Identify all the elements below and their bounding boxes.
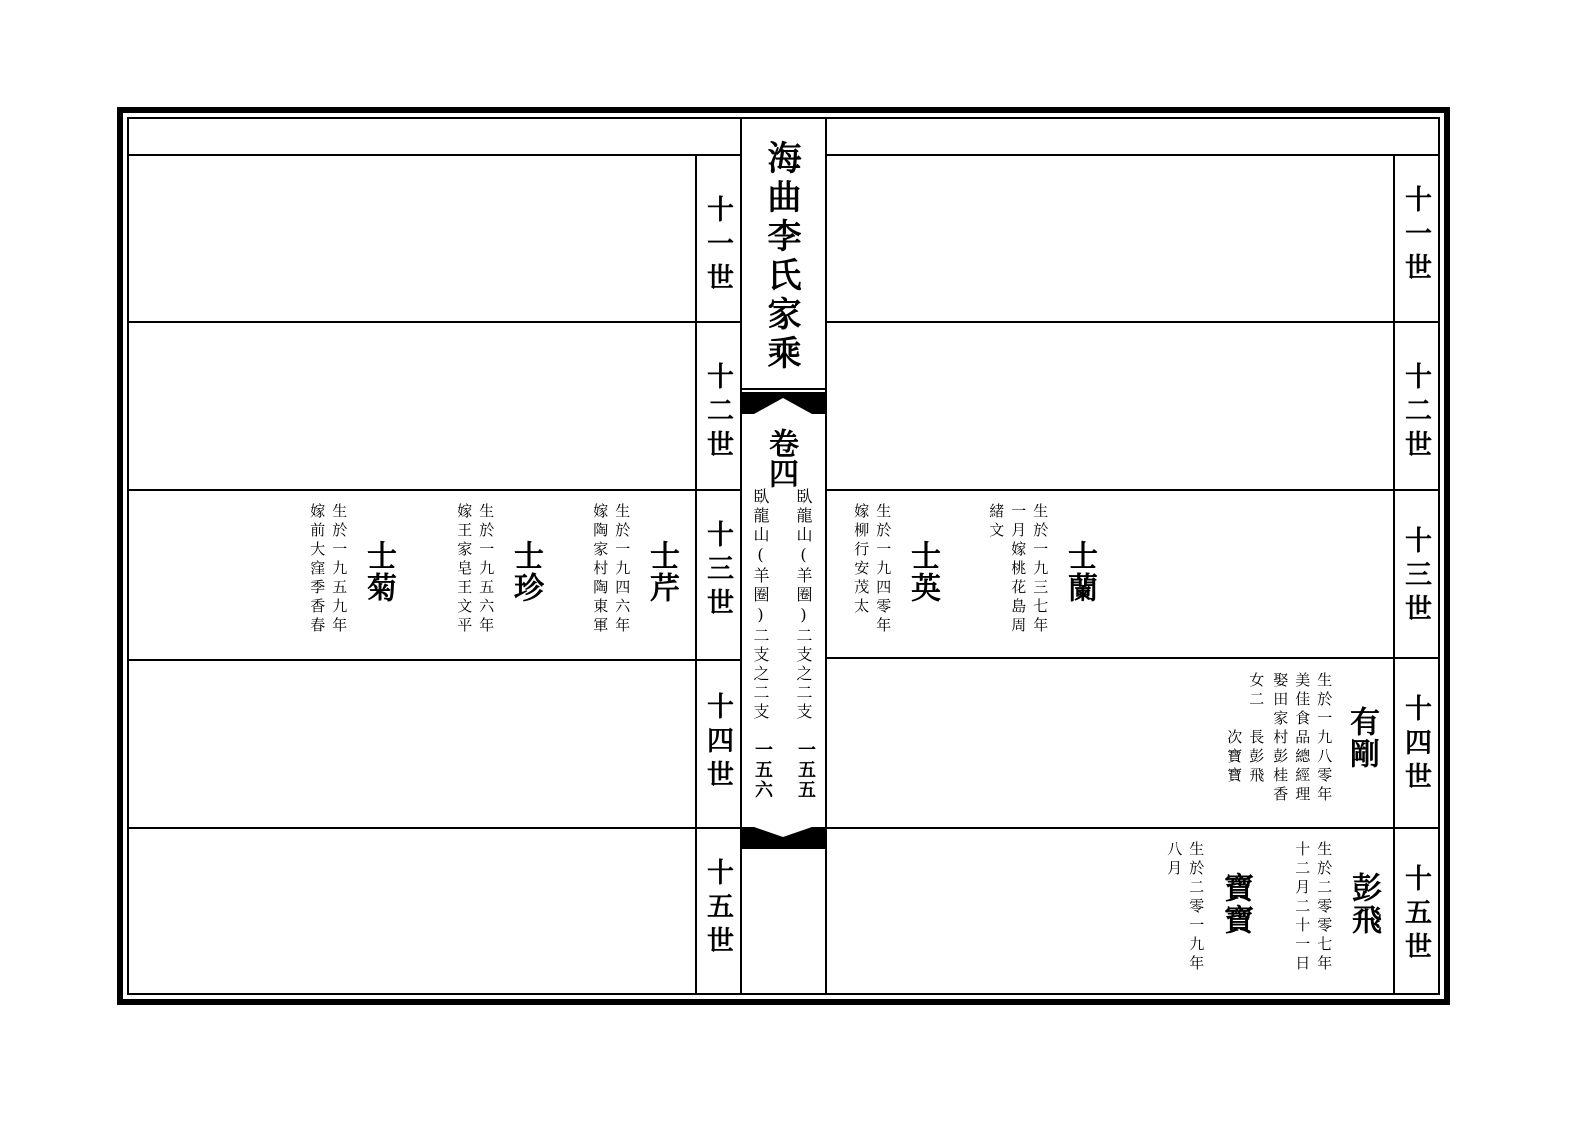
person-note: 生於一九四零年 <box>874 503 893 636</box>
spine-divider <box>742 388 825 390</box>
generation-label: 十三世 <box>1400 526 1431 628</box>
generation-label: 十四世 <box>702 692 733 794</box>
row-divider-left <box>127 659 740 661</box>
person-note: 緒文 <box>987 503 1006 541</box>
branch-label-left: 臥龍山(羊圈)二支之二支 <box>751 488 770 722</box>
person-note: 十二月二十一日 <box>1293 841 1312 974</box>
generation-label: 十一世 <box>702 195 733 297</box>
person-name: 士芹 <box>644 540 679 604</box>
row-divider-right <box>827 489 1440 491</box>
row-divider-right <box>827 321 1440 323</box>
person-note: 一月嫁桃花島周 <box>1009 503 1028 636</box>
header-line-left <box>127 154 740 156</box>
spine-left-line <box>740 117 742 995</box>
row-divider-left <box>127 489 740 491</box>
person-note: 生於二零零七年 <box>1315 841 1334 974</box>
person-note: 嫁王家皂王文平 <box>455 503 474 636</box>
person-name: 有剛 <box>1344 706 1379 770</box>
page-number-right: 一五五 <box>795 740 816 800</box>
upper-fishtail-mark <box>742 392 825 416</box>
volume-label: 卷四 <box>763 428 798 488</box>
book-title: 海曲李氏家乘 <box>761 140 801 374</box>
person-note: 生於一九四六年 <box>613 503 632 636</box>
person-name: 士蘭 <box>1062 540 1097 604</box>
lower-fishtail-mark <box>742 825 825 849</box>
person-note: 嫁柳行安茂太 <box>852 503 871 617</box>
row-divider-right <box>827 657 1440 659</box>
generation-label: 十二世 <box>702 362 733 464</box>
person-note: 次寶寶 <box>1225 672 1244 786</box>
person-note: 嫁前大窪季香春 <box>308 503 327 636</box>
person-name: 寶寶 <box>1218 872 1253 936</box>
person-note: 生於一九三七年 <box>1031 503 1050 636</box>
person-note: 生於二零一九年 <box>1187 841 1206 974</box>
person-name: 士珍 <box>508 540 543 604</box>
generation-label: 十一世 <box>1400 185 1431 287</box>
person-note: 女二 長彭飛 <box>1247 672 1266 786</box>
row-divider-right <box>827 827 1440 829</box>
person-note: 娶田家村彭桂香 <box>1271 672 1290 805</box>
header-line-right <box>827 154 1440 156</box>
generation-label: 十三世 <box>702 520 733 622</box>
person-note: 生於一九五六年 <box>477 503 496 636</box>
person-name: 彭飛 <box>1346 872 1381 936</box>
person-note: 美佳食品總經理 <box>1293 672 1312 805</box>
person-note: 嫁陶家村陶東軍 <box>591 503 610 636</box>
page-number-left: 一五六 <box>752 740 773 800</box>
branch-label-right: 臥龍山(羊圈)二支之二支 <box>794 488 813 722</box>
gen-column-line-left <box>695 155 697 995</box>
generation-label: 十五世 <box>1400 864 1431 966</box>
person-note: 生於一九八零年 <box>1315 672 1334 805</box>
gen-column-line-right <box>1393 155 1395 995</box>
row-divider-left <box>127 827 740 829</box>
person-note: 生於一九五九年 <box>330 503 349 636</box>
person-name: 士英 <box>905 540 940 604</box>
generation-label: 十二世 <box>1400 362 1431 464</box>
spine-right-line <box>825 117 827 995</box>
person-note: 八月 <box>1165 841 1184 879</box>
generation-label: 十五世 <box>702 858 733 960</box>
generation-label: 十四世 <box>1400 694 1431 796</box>
person-name: 士菊 <box>361 540 396 604</box>
row-divider-left <box>127 321 740 323</box>
